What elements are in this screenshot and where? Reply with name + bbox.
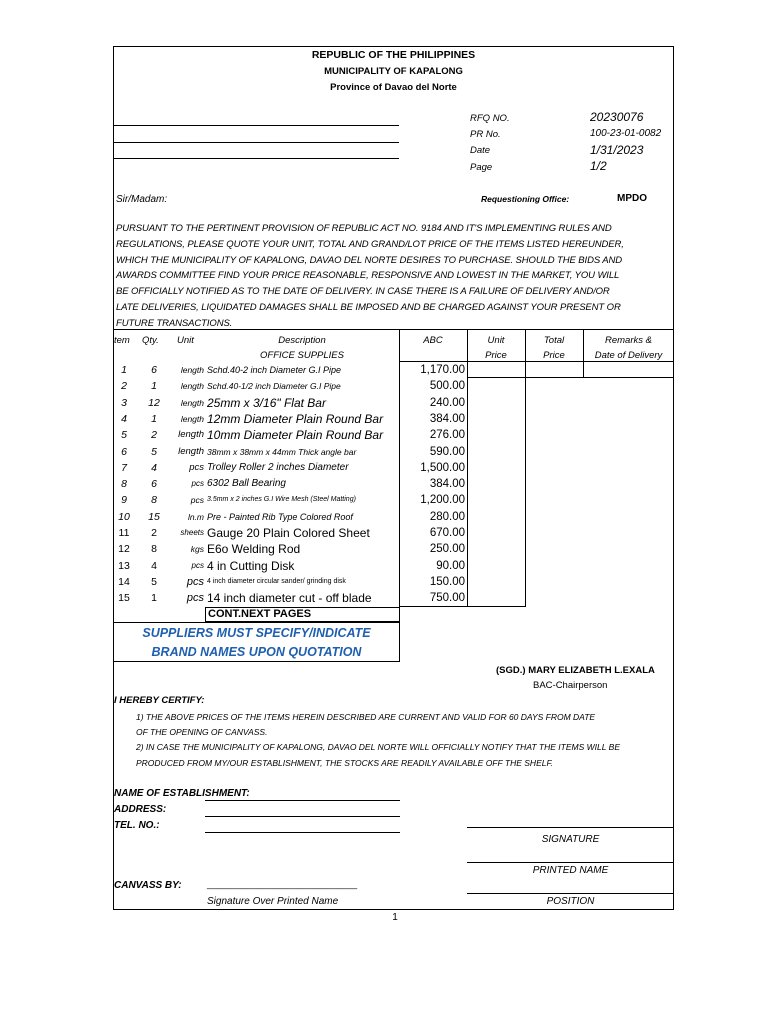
item-unit: length bbox=[180, 365, 204, 375]
intro-line: BE OFFICIALLY NOTIFIED AS TO THE DATE OF DELIVERY. IN CASE THERE IS A FAILURE OF DELIVERY AND/OR bbox=[116, 286, 610, 298]
item-description: 25mm x 3/16" Flat Bar bbox=[207, 395, 326, 410]
table-row bbox=[114, 411, 674, 427]
col-unit-price-header: Unit bbox=[487, 335, 505, 346]
item-abc: 1,200.00 bbox=[420, 494, 465, 507]
item-description: Schd.40-1/2 inch Diameter G.I Pipe bbox=[207, 381, 341, 392]
canvass-signature-line: ______________________________ bbox=[207, 879, 358, 889]
col-remarks-header: Remarks & bbox=[605, 335, 652, 346]
col-unit-price-header: Price bbox=[485, 350, 507, 361]
item-unit: pcs bbox=[191, 479, 204, 489]
rfq-value: 20230076 bbox=[590, 110, 644, 124]
item-description: 38mm x 38mm x 44mm Thick angle bar bbox=[207, 446, 357, 457]
intro-line: LATE DELIVERIES, LIQUIDATED DAMAGES SHALL BE IMPOSED AND BE CHARGED AGAINST YOUR PRESENT OR bbox=[116, 301, 621, 313]
item-unit: sheets bbox=[180, 528, 204, 537]
item-qty: 5 bbox=[151, 575, 157, 588]
col-unit-header: Unit bbox=[177, 335, 194, 346]
page-number: 1 bbox=[392, 912, 398, 923]
item-qty: 4 bbox=[151, 559, 157, 572]
table-row bbox=[114, 574, 674, 590]
notice-line-2: BRAND NAMES UPON QUOTATION bbox=[151, 645, 362, 659]
col-item-header: tem bbox=[114, 335, 130, 346]
item-unit: pcs bbox=[189, 461, 204, 473]
signature-line[interactable] bbox=[467, 827, 674, 828]
item-qty: 1 bbox=[151, 592, 157, 605]
cont-next-pages: CONT.NEXT PAGES bbox=[208, 608, 312, 620]
item-description: 4 in Cutting Disk bbox=[207, 558, 295, 573]
item-abc: 280.00 bbox=[429, 510, 465, 523]
signature-label: SIGNATURE bbox=[541, 834, 600, 845]
item-unit: pcs bbox=[186, 575, 204, 588]
item-description: Trolley Roller 2 inches Diameter bbox=[207, 461, 349, 473]
item-number: 7 bbox=[121, 461, 127, 474]
item-unit: pcs bbox=[190, 495, 204, 506]
item-abc: 670.00 bbox=[429, 527, 465, 539]
col-total-price-header: Total bbox=[543, 335, 565, 346]
item-description: E6o Welding Rod bbox=[207, 542, 301, 557]
item-number: 12 bbox=[118, 543, 130, 556]
item-qty: 15 bbox=[148, 510, 160, 523]
table-top-border bbox=[113, 329, 674, 330]
printed-name-line[interactable] bbox=[467, 862, 674, 863]
notice-line-1: SUPPLIERS MUST SPECIFY/INDICATE bbox=[142, 626, 371, 640]
address-label: ADDRESS: bbox=[114, 804, 167, 815]
col-description-sub: OFFICE SUPPLIES bbox=[260, 350, 344, 361]
item-unit: length bbox=[180, 397, 204, 408]
header-republic: REPUBLIC OF THE PHILIPPINES bbox=[311, 49, 476, 61]
date-value: 1/31/2023 bbox=[590, 143, 644, 157]
item-qty: 2 bbox=[151, 527, 157, 539]
item-unit: length bbox=[180, 413, 204, 424]
item-description: 12mm Diameter Plain Round Bar bbox=[207, 411, 384, 426]
item-abc: 590.00 bbox=[429, 445, 465, 458]
item-description: 4 inch diameter circular sander/ grinding disk bbox=[207, 577, 346, 585]
item-abc: 150.00 bbox=[429, 575, 465, 588]
header-municipality: MUNICIPALITY OF KAPALONG bbox=[324, 66, 463, 77]
item-unit: length bbox=[178, 445, 204, 457]
tel-field-line[interactable] bbox=[205, 832, 400, 833]
item-qty: 1 bbox=[151, 380, 157, 393]
intro-line: REGULATIONS, PLEASE QUOTE YOUR UNIT, TOTAL AND GRAND/LOT PRICE OF THE ITEMS LISTED HEREUNDER, bbox=[116, 238, 624, 250]
col-abc-header: ABC bbox=[423, 335, 443, 346]
certify-2a: 2) IN CASE THE MUNICIPALITY OF KAPALONG, DAVAO DEL NORTE WILL OFFICIALLY NOTIFY THAT THE ITEMS WILL BE bbox=[136, 742, 620, 752]
item-description: Gauge 20 Plain Colored Sheet bbox=[207, 526, 370, 540]
intro-line: PURSUANT TO THE PERTINENT PROVISION OF REPUBLIC ACT NO. 9184 AND IT'S IMPLEMENTING RULES AND bbox=[116, 223, 612, 234]
col-description-header: Description bbox=[278, 335, 326, 346]
item-description: Pre - Painted Rib Type Colored Roof bbox=[207, 511, 353, 522]
item-description: Schd.40-2 inch Diameter G.I Pipe bbox=[207, 365, 342, 375]
item-number: 6 bbox=[121, 445, 127, 458]
signatory-name: (SGD.) MARY ELIZABETH L.EXALA bbox=[496, 665, 655, 676]
item-description: 6302 Ball Bearing bbox=[207, 478, 286, 490]
table-row bbox=[114, 525, 674, 541]
date-label: Date bbox=[470, 145, 491, 156]
table-row bbox=[114, 395, 674, 411]
item-qty: 6 bbox=[151, 364, 157, 376]
page-label: Page bbox=[470, 162, 493, 173]
requesting-office-value: MPDO bbox=[617, 193, 647, 204]
item-number: 14 bbox=[118, 575, 130, 588]
item-unit: length bbox=[178, 429, 204, 441]
col-remarks-header: Date of Delivery bbox=[594, 350, 663, 361]
item-abc: 240.00 bbox=[429, 396, 465, 409]
pr-value: 100-23-01-0082 bbox=[590, 128, 662, 139]
intro-paragraph bbox=[116, 221, 646, 332]
blank-line-1 bbox=[113, 125, 399, 126]
table-row bbox=[114, 460, 674, 476]
item-abc: 384.00 bbox=[429, 478, 465, 491]
address-field-line[interactable] bbox=[205, 816, 400, 817]
intro-line: WHICH THE MUNICIPALITY OF KAPALONG, DAVAO DEL NORTE DESIRES TO PURCHASE. SHOULD THE BIDS AND bbox=[116, 254, 623, 266]
item-description: 3.5mm x 2 inches G.I Wire Mesh (Steel Matting) bbox=[207, 496, 356, 504]
printed-name-label: PRINTED NAME bbox=[532, 865, 609, 876]
signature-over-printed-name: Signature Over Printed Name bbox=[207, 896, 339, 907]
item-abc: 384.00 bbox=[429, 412, 465, 425]
establishment-field-line[interactable] bbox=[205, 800, 400, 801]
item-unit: length bbox=[180, 381, 204, 392]
item-qty: 2 bbox=[151, 429, 157, 442]
item-qty: 12 bbox=[148, 396, 160, 409]
table-row bbox=[114, 558, 674, 574]
item-number: 13 bbox=[118, 559, 130, 572]
col-total-price-header: Price bbox=[543, 350, 565, 361]
item-unit: kgs bbox=[190, 544, 204, 555]
item-unit: pcs bbox=[191, 560, 204, 570]
item-number: 9 bbox=[121, 494, 127, 507]
table-row bbox=[114, 541, 674, 557]
table-row bbox=[114, 476, 674, 492]
item-number: 1 bbox=[121, 364, 127, 376]
item-number: 4 bbox=[121, 412, 127, 425]
item-abc: 250.00 bbox=[429, 543, 465, 556]
page-value: 1/2 bbox=[590, 159, 607, 173]
requesting-office-label: Requestioning Office: bbox=[481, 194, 570, 204]
item-qty: 1 bbox=[151, 412, 157, 425]
item-number: 5 bbox=[121, 429, 127, 442]
intro-line: AWARDS COMMITTEE FIND YOUR PRICE REASONABLE, RESPONSIVE AND LOWEST IN THE MARKET, YOU WILL bbox=[116, 270, 620, 282]
item-qty: 5 bbox=[151, 445, 157, 458]
item-number: 10 bbox=[118, 510, 130, 523]
salutation: Sir/Madam: bbox=[116, 194, 168, 205]
certify-1a: 1) THE ABOVE PRICES OF THE ITEMS HEREIN DESCRIBED ARE CURRENT AND VALID FOR 60 DAYS FROM DATE bbox=[136, 712, 596, 722]
item-qty: 8 bbox=[151, 494, 157, 507]
item-number: 8 bbox=[121, 478, 127, 491]
table-row bbox=[114, 427, 674, 443]
table-row bbox=[114, 362, 674, 378]
item-qty: 6 bbox=[151, 478, 157, 491]
header-province: Province of Davao del Norte bbox=[330, 82, 457, 93]
signatory-title: BAC-Chairperson bbox=[533, 680, 608, 691]
item-description: 14 inch diameter cut - off blade bbox=[207, 591, 372, 606]
item-qty: 8 bbox=[151, 543, 157, 556]
item-unit: ln.m bbox=[187, 511, 204, 522]
table-row bbox=[114, 378, 674, 394]
item-qty: 4 bbox=[151, 461, 157, 474]
item-abc: 500.00 bbox=[429, 380, 465, 393]
item-number: 11 bbox=[118, 527, 130, 539]
blank-line-2 bbox=[113, 142, 399, 143]
tel-label: TEL. NO.: bbox=[114, 820, 160, 831]
table-row bbox=[114, 590, 674, 606]
table-row bbox=[114, 509, 674, 525]
col-qty-header: Qty. bbox=[142, 335, 159, 346]
position-line[interactable] bbox=[467, 893, 674, 894]
position-label: POSITION bbox=[546, 896, 595, 907]
item-abc: 1,170.00 bbox=[420, 364, 465, 376]
item-abc: 90.00 bbox=[436, 559, 465, 572]
item-abc: 750.00 bbox=[429, 592, 465, 605]
establishment-label: NAME OF ESTABLISHMENT: bbox=[114, 788, 250, 799]
table-row bbox=[114, 492, 674, 508]
item-abc: 1,500.00 bbox=[420, 461, 465, 474]
blank-line-3 bbox=[113, 158, 399, 159]
rfq-label: RFQ NO. bbox=[470, 113, 510, 124]
pr-label: PR No. bbox=[470, 129, 501, 140]
item-abc: 276.00 bbox=[429, 429, 465, 442]
table-row bbox=[114, 444, 674, 460]
item-number: 15 bbox=[118, 592, 130, 605]
intro-line: FUTURE TRANSACTIONS. bbox=[116, 317, 233, 329]
item-number: 2 bbox=[121, 380, 127, 393]
certify-heading: I HEREBY CERTIFY: bbox=[114, 695, 205, 706]
item-number: 3 bbox=[121, 396, 127, 409]
item-unit: pcs bbox=[186, 592, 204, 605]
canvass-by-label: CANVASS BY: bbox=[114, 880, 182, 891]
certify-2b: PRODUCED FROM MY/OUR ESTABLISHMENT, THE STOCKS ARE READILY AVAILABLE OFF THE SHELF. bbox=[136, 758, 553, 768]
item-description: 10mm Diameter Plain Round Bar bbox=[207, 428, 384, 443]
certify-1b: OF THE OPENING OF CANVASS. bbox=[136, 727, 268, 737]
